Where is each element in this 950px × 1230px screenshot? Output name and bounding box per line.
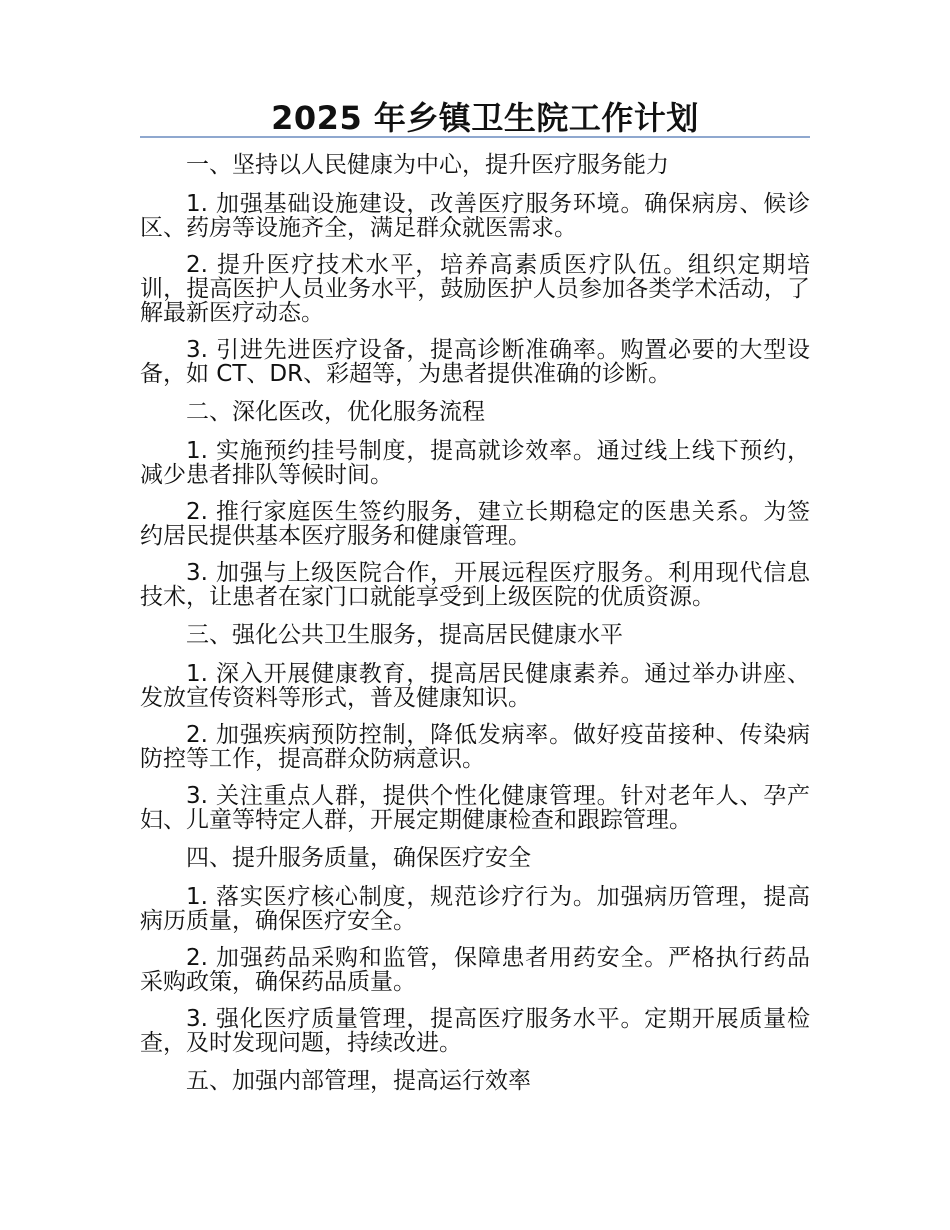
list-item: 2. 加强药品采购和监管，保障患者用药安全。严格执行药品采购政策，确保药品质量。 (140, 945, 810, 995)
section-heading: 一、坚持以人民健康为中心，提升医疗服务能力 (186, 152, 669, 178)
document-title: 2025 年乡镇卫生院工作计划 (271, 99, 699, 137)
section-4 (140, 845, 810, 1055)
list-item: 1. 实施预约挂号制度，提高就诊效率。通过线上线下预约，减少患者排队等候时间。 (140, 438, 810, 488)
section-heading: 二、深化医改，优化服务流程 (186, 399, 485, 425)
list-item: 3. 加强与上级医院合作，开展远程医疗服务。利用现代信息技术，让患者在家门口就能享受到上级医院的优质资源。 (140, 560, 810, 610)
list-item: 3. 引进先进医疗设备，提高诊断准确率。购置必要的大型设备，如 CT、DR、彩超等，为患者提供准确的诊断。 (140, 337, 810, 387)
list-item: 3. 强化医疗质量管理，提高医疗服务水平。定期开展质量检查，及时发现问题，持续改进。 (140, 1006, 810, 1056)
section-5 (140, 1068, 810, 1094)
list-item: 2. 推行家庭医生签约服务，建立长期稳定的医患关系。为签约居民提供基本医疗服务和健康管理。 (140, 499, 810, 549)
list-item: 1. 落实医疗核心制度，规范诊疗行为。加强病历管理，提高病历质量，确保医疗安全。 (140, 884, 810, 934)
list-item: 3. 关注重点人群，提供个性化健康管理。针对老年人、孕产妇、儿童等特定人群，开展定期健康检查和跟踪管理。 (140, 783, 810, 833)
section-heading: 四、提升服务质量，确保医疗安全 (186, 845, 531, 871)
section-3 (140, 622, 810, 832)
list-item: 2. 加强疾病预防控制，降低发病率。做好疫苗接种、传染病防控等工作，提高群众防病意识。 (140, 722, 810, 772)
section-heading: 五、加强内部管理，提高运行效率 (186, 1068, 531, 1094)
list-item: 1. 加强基础设施建设，改善医疗服务环境。确保病房、候诊区、药房等设施齐全，满足群众就医需求。 (140, 191, 810, 241)
section-2 (140, 399, 810, 609)
list-item: 1. 深入开展健康教育，提高居民健康素养。通过举办讲座、发放宣传资料等形式，普及健康知识。 (140, 661, 810, 711)
list-item: 2. 提升医疗技术水平，培养高素质医疗队伍。组织定期培训，提高医护人员业务水平，鼓励医护人员参加各类学术活动，了解最新医疗动态。 (140, 252, 810, 326)
section-heading: 三、强化公共卫生服务，提高居民健康水平 (186, 622, 623, 648)
document-page (140, 100, 810, 1108)
section-1 (140, 152, 810, 386)
